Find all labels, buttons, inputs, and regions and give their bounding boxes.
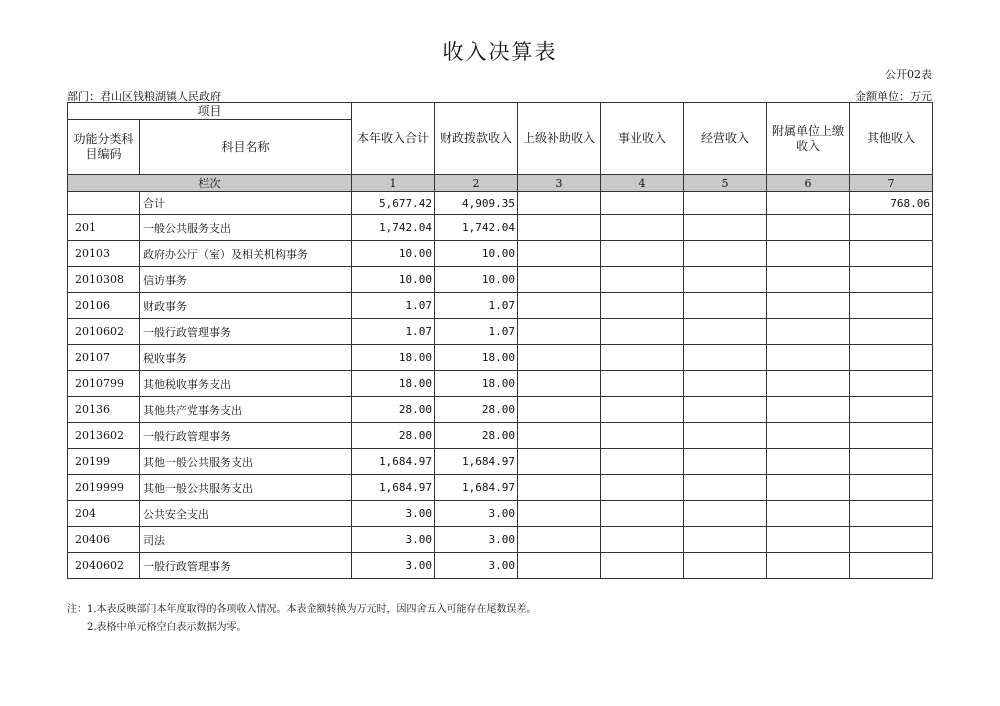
cell-superior-subsidy bbox=[518, 553, 601, 579]
cell-subject-name: 一般行政管理事务 bbox=[140, 423, 352, 449]
cell-other-income bbox=[850, 241, 933, 267]
page-title: 收入决算表 bbox=[442, 40, 558, 64]
cell-superior-subsidy bbox=[518, 527, 601, 553]
cell-func-code: 20106 bbox=[68, 293, 140, 319]
table-row bbox=[68, 192, 933, 215]
cell-superior-subsidy bbox=[518, 319, 601, 345]
cell-other-income bbox=[850, 475, 933, 501]
cell-func-code: 20103 bbox=[68, 241, 140, 267]
cell-affiliated-income bbox=[767, 423, 850, 449]
cell-operating-income bbox=[684, 192, 767, 215]
cell-fiscal-income: 1,742.04 bbox=[435, 215, 518, 241]
cell-total-income: 3.00 bbox=[352, 527, 435, 553]
table-row bbox=[68, 215, 933, 241]
header-col-5: 经营收入 bbox=[684, 103, 767, 175]
cell-subject-name: 一般行政管理事务 bbox=[140, 553, 352, 579]
amount-unit-label: 金额单位：万元 bbox=[855, 90, 932, 103]
cell-fiscal-income: 3.00 bbox=[435, 553, 518, 579]
cell-subject-name: 信访事务 bbox=[140, 267, 352, 293]
table-row bbox=[68, 371, 933, 397]
cell-operating-income bbox=[684, 423, 767, 449]
table-row bbox=[68, 319, 933, 345]
cell-fiscal-income: 10.00 bbox=[435, 241, 518, 267]
header-item: 项目 bbox=[68, 103, 352, 120]
header-col-2: 财政拨款收入 bbox=[435, 103, 518, 175]
cell-total-income: 28.00 bbox=[352, 397, 435, 423]
cell-other-income bbox=[850, 449, 933, 475]
cell-func-code: 20136 bbox=[68, 397, 140, 423]
cell-subject-name: 政府办公厅（室）及相关机构事务 bbox=[140, 241, 352, 267]
footnote-1: 注：1.本表反映部门本年度取得的各项收入情况。本表金额转换为万元时，因四舍五入可能存在尾数误差。 bbox=[67, 604, 537, 615]
table-row bbox=[68, 293, 933, 319]
cell-operating-income bbox=[684, 241, 767, 267]
cell-subject-name: 其他税收事务支出 bbox=[140, 371, 352, 397]
cell-total-income: 18.00 bbox=[352, 371, 435, 397]
col-num-4: 4 bbox=[601, 175, 684, 192]
cell-other-income bbox=[850, 267, 933, 293]
header-col-6: 附属单位上缴收入 bbox=[767, 103, 850, 175]
cell-superior-subsidy bbox=[518, 192, 601, 215]
cell-operating-income bbox=[684, 345, 767, 371]
header-col-4: 事业收入 bbox=[601, 103, 684, 175]
cell-operating-income bbox=[684, 293, 767, 319]
cell-affiliated-income bbox=[767, 553, 850, 579]
cell-superior-subsidy bbox=[518, 501, 601, 527]
cell-fiscal-income: 28.00 bbox=[435, 423, 518, 449]
cell-subject-name: 其他一般公共服务支出 bbox=[140, 449, 352, 475]
cell-business-income bbox=[601, 527, 684, 553]
cell-operating-income bbox=[684, 501, 767, 527]
cell-business-income bbox=[601, 345, 684, 371]
cell-total-income: 18.00 bbox=[352, 345, 435, 371]
cell-total-income: 3.00 bbox=[352, 501, 435, 527]
cell-affiliated-income bbox=[767, 293, 850, 319]
income-table bbox=[67, 102, 933, 579]
cell-operating-income bbox=[684, 397, 767, 423]
cell-affiliated-income bbox=[767, 192, 850, 215]
cell-fiscal-income: 3.00 bbox=[435, 527, 518, 553]
cell-business-income bbox=[601, 397, 684, 423]
cell-func-code bbox=[68, 192, 140, 215]
cell-operating-income bbox=[684, 475, 767, 501]
cell-total-income: 1.07 bbox=[352, 319, 435, 345]
cell-func-code: 2019999 bbox=[68, 475, 140, 501]
cell-fiscal-income: 1.07 bbox=[435, 319, 518, 345]
table-row bbox=[68, 501, 933, 527]
table-row bbox=[68, 475, 933, 501]
cell-fiscal-income: 28.00 bbox=[435, 397, 518, 423]
col-num-5: 5 bbox=[684, 175, 767, 192]
cell-affiliated-income bbox=[767, 345, 850, 371]
cell-superior-subsidy bbox=[518, 423, 601, 449]
cell-subject-name: 其他一般公共服务支出 bbox=[140, 475, 352, 501]
cell-subject-name: 合计 bbox=[140, 192, 352, 215]
cell-affiliated-income bbox=[767, 449, 850, 475]
cell-affiliated-income bbox=[767, 215, 850, 241]
cell-total-income: 1,684.97 bbox=[352, 475, 435, 501]
cell-other-income: 768.06 bbox=[850, 192, 933, 215]
col-num-3: 3 bbox=[518, 175, 601, 192]
cell-superior-subsidy bbox=[518, 397, 601, 423]
cell-subject-name: 一般公共服务支出 bbox=[140, 215, 352, 241]
cell-operating-income bbox=[684, 553, 767, 579]
header-row-label: 栏次 bbox=[68, 175, 352, 192]
cell-business-income bbox=[601, 371, 684, 397]
cell-fiscal-income: 10.00 bbox=[435, 267, 518, 293]
cell-other-income bbox=[850, 371, 933, 397]
cell-other-income bbox=[850, 423, 933, 449]
cell-fiscal-income: 1,684.97 bbox=[435, 475, 518, 501]
table-row bbox=[68, 449, 933, 475]
cell-business-income bbox=[601, 475, 684, 501]
cell-business-income bbox=[601, 293, 684, 319]
table-row bbox=[68, 553, 933, 579]
cell-subject-name: 其他共产党事务支出 bbox=[140, 397, 352, 423]
cell-func-code: 2010308 bbox=[68, 267, 140, 293]
cell-operating-income bbox=[684, 319, 767, 345]
department-label: 部门：君山区钱粮湖镇人民政府 bbox=[67, 90, 221, 103]
cell-func-code: 2010799 bbox=[68, 371, 140, 397]
cell-superior-subsidy bbox=[518, 293, 601, 319]
cell-subject-name: 一般行政管理事务 bbox=[140, 319, 352, 345]
cell-business-income bbox=[601, 449, 684, 475]
footnote-2: 2.表格中单元格空白表示数据为零。 bbox=[87, 622, 247, 633]
cell-func-code: 2040602 bbox=[68, 553, 140, 579]
col-num-7: 7 bbox=[850, 175, 933, 192]
cell-operating-income bbox=[684, 267, 767, 293]
cell-business-income bbox=[601, 241, 684, 267]
cell-business-income bbox=[601, 267, 684, 293]
cell-other-income bbox=[850, 345, 933, 371]
cell-total-income: 1,684.97 bbox=[352, 449, 435, 475]
table-row bbox=[68, 345, 933, 371]
cell-func-code: 20199 bbox=[68, 449, 140, 475]
cell-func-code: 20107 bbox=[68, 345, 140, 371]
cell-total-income: 5,677.42 bbox=[352, 192, 435, 215]
cell-other-income bbox=[850, 319, 933, 345]
cell-func-code: 201 bbox=[68, 215, 140, 241]
cell-business-income bbox=[601, 423, 684, 449]
cell-total-income: 1.07 bbox=[352, 293, 435, 319]
cell-superior-subsidy bbox=[518, 449, 601, 475]
cell-operating-income bbox=[684, 449, 767, 475]
cell-func-code: 204 bbox=[68, 501, 140, 527]
col-num-6: 6 bbox=[767, 175, 850, 192]
cell-superior-subsidy bbox=[518, 345, 601, 371]
cell-fiscal-income: 1.07 bbox=[435, 293, 518, 319]
cell-business-income bbox=[601, 553, 684, 579]
cell-total-income: 10.00 bbox=[352, 241, 435, 267]
cell-business-income bbox=[601, 319, 684, 345]
cell-operating-income bbox=[684, 527, 767, 553]
cell-total-income: 3.00 bbox=[352, 553, 435, 579]
cell-operating-income bbox=[684, 215, 767, 241]
cell-affiliated-income bbox=[767, 527, 850, 553]
cell-total-income: 1,742.04 bbox=[352, 215, 435, 241]
cell-subject-name: 公共安全支出 bbox=[140, 501, 352, 527]
cell-superior-subsidy bbox=[518, 215, 601, 241]
table-row bbox=[68, 423, 933, 449]
table-row bbox=[68, 527, 933, 553]
cell-fiscal-income: 18.00 bbox=[435, 371, 518, 397]
header-col-1: 本年收入合计 bbox=[352, 103, 435, 175]
cell-other-income bbox=[850, 553, 933, 579]
cell-business-income bbox=[601, 192, 684, 215]
cell-other-income bbox=[850, 397, 933, 423]
cell-affiliated-income bbox=[767, 475, 850, 501]
cell-affiliated-income bbox=[767, 241, 850, 267]
cell-affiliated-income bbox=[767, 371, 850, 397]
cell-operating-income bbox=[684, 371, 767, 397]
cell-total-income: 28.00 bbox=[352, 423, 435, 449]
cell-subject-name: 司法 bbox=[140, 527, 352, 553]
header-func-code: 功能分类科目编码 bbox=[68, 120, 140, 175]
cell-superior-subsidy bbox=[518, 267, 601, 293]
cell-affiliated-income bbox=[767, 267, 850, 293]
cell-affiliated-income bbox=[767, 319, 850, 345]
footnotes bbox=[67, 601, 537, 637]
cell-fiscal-income: 18.00 bbox=[435, 345, 518, 371]
cell-affiliated-income bbox=[767, 397, 850, 423]
cell-fiscal-income: 4,909.35 bbox=[435, 192, 518, 215]
cell-func-code: 2010602 bbox=[68, 319, 140, 345]
col-num-1: 1 bbox=[352, 175, 435, 192]
cell-func-code: 2013602 bbox=[68, 423, 140, 449]
header-col-7: 其他收入 bbox=[850, 103, 933, 175]
cell-func-code: 20406 bbox=[68, 527, 140, 553]
table-row bbox=[68, 241, 933, 267]
cell-fiscal-income: 1,684.97 bbox=[435, 449, 518, 475]
table-row bbox=[68, 397, 933, 423]
header-subject-name: 科目名称 bbox=[140, 120, 352, 175]
cell-subject-name: 财政事务 bbox=[140, 293, 352, 319]
cell-subject-name: 税收事务 bbox=[140, 345, 352, 371]
cell-superior-subsidy bbox=[518, 371, 601, 397]
cell-affiliated-income bbox=[767, 501, 850, 527]
cell-total-income: 10.00 bbox=[352, 267, 435, 293]
cell-other-income bbox=[850, 215, 933, 241]
cell-other-income bbox=[850, 501, 933, 527]
col-num-2: 2 bbox=[435, 175, 518, 192]
header-col-3: 上级补助收入 bbox=[518, 103, 601, 175]
cell-other-income bbox=[850, 293, 933, 319]
cell-business-income bbox=[601, 215, 684, 241]
cell-fiscal-income: 3.00 bbox=[435, 501, 518, 527]
cell-superior-subsidy bbox=[518, 475, 601, 501]
form-code: 公开02表 bbox=[885, 68, 932, 81]
table-body bbox=[68, 192, 933, 579]
cell-other-income bbox=[850, 527, 933, 553]
cell-superior-subsidy bbox=[518, 241, 601, 267]
cell-business-income bbox=[601, 501, 684, 527]
table-row bbox=[68, 267, 933, 293]
